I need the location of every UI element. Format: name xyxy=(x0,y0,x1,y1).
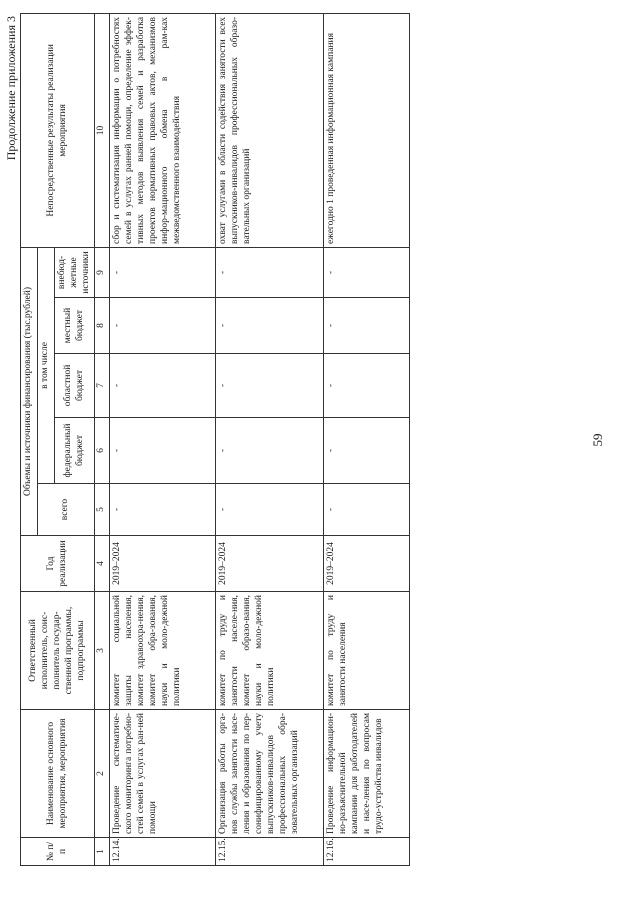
col-num: 10 xyxy=(95,13,110,247)
row-name: Организация работы орга-нов службы занятости насе-ления и образования по пер-сонифицированному учету выпускников-инвалидов профессиональных обра-зовательных организаций xyxy=(216,710,324,838)
page-number: 59 xyxy=(590,433,605,447)
row-year: 2019–2024 xyxy=(110,536,216,592)
row-year: 2019–2024 xyxy=(324,536,410,592)
table-row xyxy=(324,13,410,865)
row-num: 12.14. xyxy=(110,838,216,866)
row-regional: - xyxy=(110,354,216,418)
col-num: 3 xyxy=(95,592,110,710)
header-extra: внебюд-жетные источники xyxy=(54,247,95,297)
col-num: 9 xyxy=(95,247,110,297)
header-total: всего xyxy=(37,484,95,536)
row-executor: комитет по труду и занятости населе-ния, комитет образо-вания, науки и моло-дежной политики xyxy=(216,592,324,710)
row-federal: - xyxy=(216,418,324,484)
col-num: 5 xyxy=(95,484,110,536)
header-num: № п/п xyxy=(21,838,95,866)
col-num: 2 xyxy=(95,710,110,838)
continuation-label: Продолжение приложения 3 xyxy=(4,16,18,161)
row-local: - xyxy=(216,298,324,354)
header-year: Год реализации xyxy=(21,536,95,592)
row-extra: - xyxy=(324,247,410,297)
col-num: 4 xyxy=(95,536,110,592)
col-num: 7 xyxy=(95,354,110,418)
row-local: - xyxy=(324,298,410,354)
row-total: - xyxy=(324,484,410,536)
row-result: ежегодно 1 проведенная информационная кампания xyxy=(324,13,410,247)
row-name: Проведение систематиче-ского мониторинга потребно-стей семей в услугах ран-ней помощи xyxy=(110,710,216,838)
header-local: местный бюджет xyxy=(54,298,95,354)
row-local: - xyxy=(110,298,216,354)
header-results: Непосредственные результаты реализации мероприятия xyxy=(21,13,95,247)
row-total: - xyxy=(216,484,324,536)
program-table xyxy=(20,13,410,866)
header-funding: Объемы и источники финансирования (тыс.рублей) xyxy=(21,247,38,535)
col-num: 1 xyxy=(95,838,110,866)
row-year: 2019–2024 xyxy=(216,536,324,592)
row-num: 12.15. xyxy=(216,838,324,866)
header-federal: федеральный бюджет xyxy=(54,418,95,484)
col-num: 6 xyxy=(95,418,110,484)
row-federal: - xyxy=(110,418,216,484)
header-executor: Ответственный исполнитель, соис-полнитель государ-ственной программы, подпрограммы xyxy=(21,592,95,710)
table-row xyxy=(216,13,324,865)
row-extra: - xyxy=(110,247,216,297)
row-federal: - xyxy=(324,418,410,484)
row-num: 12.16. xyxy=(324,838,410,866)
row-executor: комитет социальной защиты населения, комитет здравоохра-нения, комитет обра-зования, науки и моло-дежной политики xyxy=(110,592,216,710)
header-name: Наименование основного мероприятия, мероприятия xyxy=(21,710,95,838)
row-regional: - xyxy=(216,354,324,418)
row-total: - xyxy=(110,484,216,536)
row-name: Проведение информацион-но-разъяснительной кампании для работодателей и насе-ления по вопросам трудо-устройства инвалидов xyxy=(324,710,410,838)
row-result: охват услугами в области содействия занятости всех выпускников-инвалидов профессиональных образо-вательных организаций xyxy=(216,13,324,247)
header-in-that: в том числе xyxy=(37,247,54,483)
row-executor: комитет по труду и занятости населения xyxy=(324,592,410,710)
table-row xyxy=(110,13,216,865)
row-regional: - xyxy=(324,354,410,418)
row-extra: - xyxy=(216,247,324,297)
row-result: сбор и систематизация информации о потребностях семей в услугах ранней помощи, определение эффек-тивных методов выявления семей и разработка проектов нормативных правовых актов, механизмов инфор-мационного обмена в рам-ках межведомственного взаимодействия xyxy=(110,13,216,247)
header-regional: областной бюджет xyxy=(54,354,95,418)
col-num: 8 xyxy=(95,298,110,354)
column-number-row xyxy=(95,13,110,865)
